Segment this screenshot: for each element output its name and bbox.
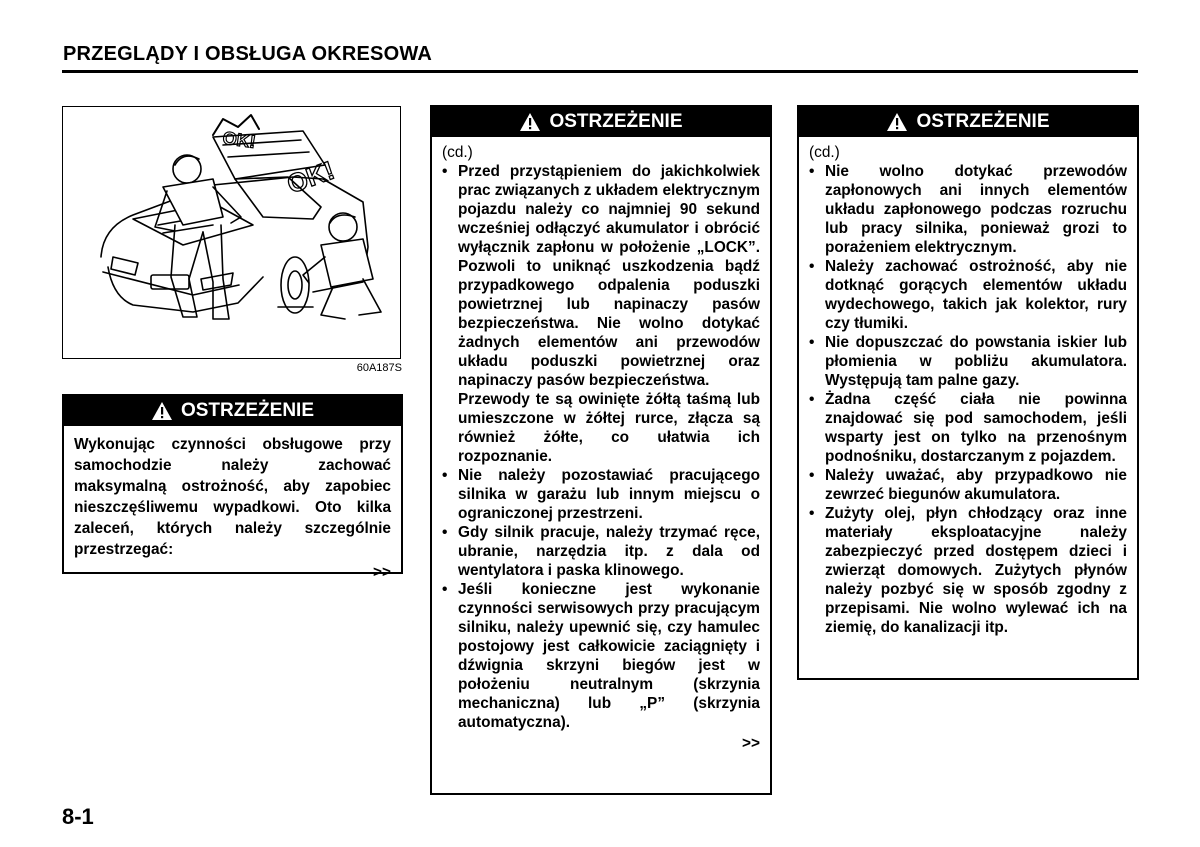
list-item-text: Należy uważać, aby przypadkowo nie zewrzeć biegunów akumulatora. — [825, 467, 1127, 503]
page-number: 8-1 — [62, 804, 94, 829]
continued-label: (cd.) — [442, 144, 473, 161]
warning-header — [432, 107, 770, 137]
warning-triangle-icon — [519, 112, 541, 132]
bubble-text-2: OK! — [283, 154, 339, 200]
warning-triangle-icon — [886, 112, 908, 132]
continued-label: (cd.) — [809, 144, 840, 161]
warning-title: OSTRZEŻENIE — [549, 111, 683, 132]
list-item: • Gdy silnik pracuje, należy trzymać ręce, ubranie, narzędzia itp. z dala od wentylatora i paska klinowego. — [442, 524, 760, 579]
warning-text: Wykonując czynności obsługowe przy samochodzie należy zachować maksymalną ostrożność, aby zapobiec nieszczęśliwemu wypadkowi. Oto kilka zaleceń, których należy szczególnie przestrzegać: — [74, 436, 391, 558]
list-item-text: Nie dopuszczać do powstania iskier lub płomienia w pobliżu akumulatora. Występują tam palne gazy. — [825, 334, 1127, 389]
list-item-note: Przewody te są owinięte żółtą taśmą lub umieszczone w żółtej rurce, złącza są również żółte, co ułatwia ich rozpoznanie. — [458, 391, 760, 465]
continued-marker: >> — [373, 564, 391, 581]
warning-box-right — [797, 105, 1139, 680]
list-item-text: Należy zachować ostrożność, aby nie dotknąć gorących elementów układu wydechowego, takich jak kolektor, rury czy tłumiki. — [825, 258, 1127, 332]
warning-header — [799, 107, 1137, 137]
list-item-text: Przed przystąpieniem do jakichkolwiek prac związanych z układem elektrycznym pojazdu należy co najmniej 90 sekund wcześniej odłączyć akumulator i obrócić wyłącznik zapłonu w położenie „LOCK”. Pozwoli to uniknąć uszkodzenia bądź przypadkowego odpalenia poduszki powietrznej lub napinaczy pasów bezpieczeństwa. Nie wolno dotykać żadnych elementów ani przewodów układu poduszki powietrznej oraz napinaczy pasów bezpieczeństwa. — [458, 163, 760, 389]
warning-box-middle — [430, 105, 772, 795]
list-item-text: Nie wolno dotykać przewodów zapłonowych ani innych elementów układu zapłonowego podczas rozruchu lub pracy silnika, ponieważ grozi to porażeniem elektrycznym. — [825, 163, 1127, 256]
list-item: • Należy zachować ostrożność, aby nie dotknąć gorących elementów układu wydechowego, takich jak kolektor, rury czy tłumiki. — [809, 258, 1127, 332]
continued-marker: >> — [742, 735, 760, 752]
list-item-text: Zużyty olej, płyn chłodzący oraz inne materiały eksploatacyjne należy zabezpieczyć przed dostępem dzieci i zwierząt domowych. Zużytych płynów należy pozbyć się w sposób zgodny z przepisami. Nie wolno wylewać ich na ziemię, do kanalizacji itp. — [825, 505, 1127, 636]
list-item: • Żadna część ciała nie powinna znajdować się pod samochodem, jeśli wsparty jest on tylko na przenośnym podnośniku, dostarczanym z pojazdem. — [809, 391, 1127, 465]
list-item: • Zużyty olej, płyn chłodzący oraz inne materiały eksploatacyjne należy zabezpieczyć przed dostępem dzieci i zwierząt domowych. Zużytych płynów należy pozbyć się w sposób zgodny z przepisami. Nie wolno wylewać ich na ziemię, do kanalizacji itp. — [809, 505, 1127, 636]
list-item: • Należy uważać, aby przypadkowo nie zewrzeć biegunów akumulatora. — [809, 467, 1127, 503]
illustration-mechanics — [62, 106, 401, 359]
page-header-title: PRZEGLĄDY I OBSŁUGA OKRESOWA — [63, 43, 432, 65]
list-item-text: Gdy silnik pracuje, należy trzymać ręce, ubranie, narzędzia itp. z dala od wentylatora i paska klinowego. — [458, 524, 760, 579]
warning-title: OSTRZEŻENIE — [916, 111, 1050, 132]
warning-triangle-icon — [151, 401, 173, 421]
list-item: • Nie wolno dotykać przewodów zapłonowych ani innych elementów układu zapłonowego podczas rozruchu lub pracy silnika, ponieważ grozi to porażeniem elektrycznym. — [809, 163, 1127, 256]
warning-title: OSTRZEŻENIE — [180, 400, 314, 421]
warning-box-left — [62, 394, 403, 581]
header-rule — [62, 70, 1138, 73]
figure-caption: 60A187S — [356, 362, 402, 374]
list-item: • Jeśli konieczne jest wykonanie czynności serwisowych przy pracującym silniku, należy upewnić się, czy hamulec postojowy jest całkowicie zaciągnięty i dźwignia skrzyni biegów jest w położeniu neutralnym (skrzynia mechaniczna) lub „P” (skrzynia automatyczna). — [442, 581, 760, 731]
list-item: • Przed przystąpieniem do jakichkolwiek prac związanych z układem elektrycznym pojazdu należy co najmniej 90 sekund wcześniej odłączyć akumulator i obrócić wyłącznik zapłonu w położenie „LOCK”. Pozwoli to uniknąć uszkodzenia bądź przypadkowego odpalenia poduszki powietrznej lub napinaczy pasów bezpieczeństwa. Nie wolno dotykać żadnych elementów ani przewodów układu poduszki powietrznej oraz napinaczy pasów bezpieczeństwa. — [442, 163, 760, 389]
warning-header — [64, 396, 401, 426]
list-item: • Nie należy pozostawiać pracującego silnika w garażu lub innym miejscu o ograniczonej przestrzeni. — [442, 467, 760, 522]
list-item-text: Jeśli konieczne jest wykonanie czynności serwisowych przy pracującym silniku, należy upewnić się, czy hamulec postojowy jest całkowicie zaciągnięty i dźwignia skrzyni biegów jest w położeniu neutralnym (skrzynia mechaniczna) lub „P” (skrzynia automatyczna). — [458, 581, 760, 731]
list-item-text: Żadna część ciała nie powinna znajdować się pod samochodem, jeśli wsparty jest on tylko na przenośnym podnośniku, dostarczanym z pojazdem. — [825, 391, 1127, 465]
list-item: • Nie dopuszczać do powstania iskier lub płomienia w pobliżu akumulatora. Występują tam palne gazy. — [809, 334, 1127, 389]
bubble-text-1: OK! — [221, 127, 257, 153]
list-item-text: Nie należy pozostawiać pracującego silnika w garażu lub innym miejscu o ograniczonej przestrzeni. — [458, 467, 760, 522]
car-service-illustration — [63, 107, 400, 358]
